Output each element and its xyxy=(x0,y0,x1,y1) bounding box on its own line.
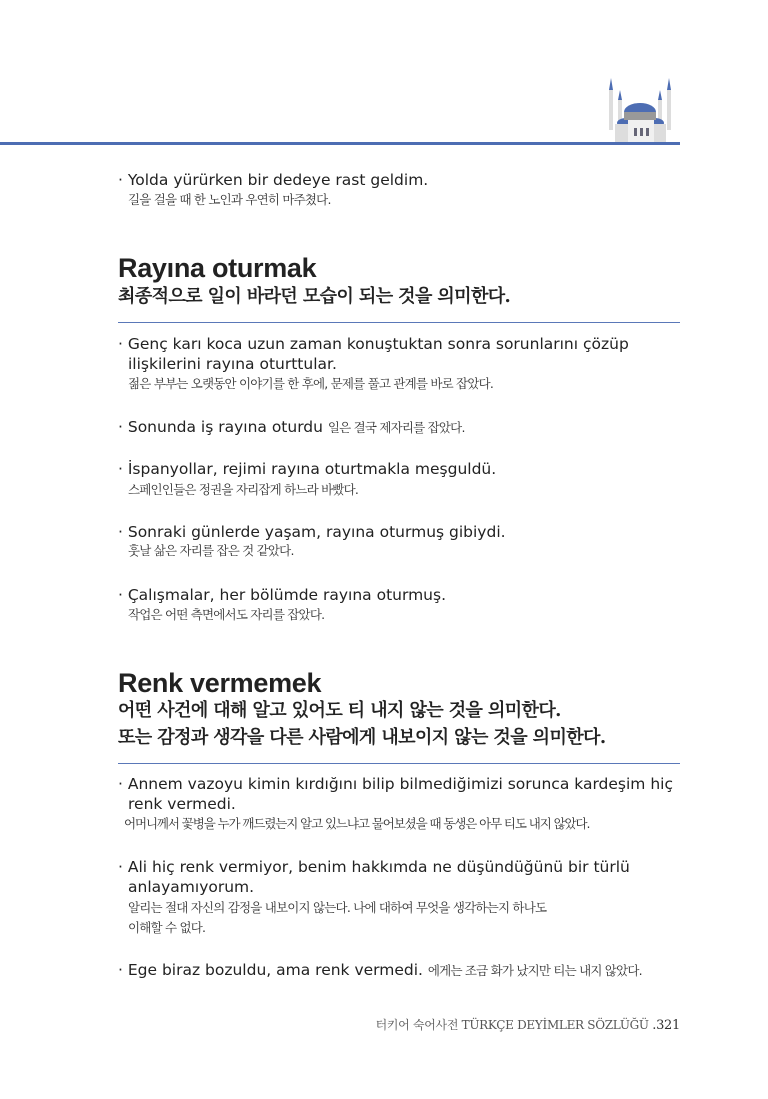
example-ko: 길을 걸을 때 한 노인과 우연히 마주쳤다. xyxy=(128,192,331,207)
example-tr xyxy=(118,960,642,981)
example-tr-cont: renk vermedi. xyxy=(128,795,236,813)
book-title: 터키어 숙어사전 TÜRKÇE DEYİMLER SÖZLÜĞÜ xyxy=(375,1018,649,1032)
example-ko: 일은 결국 제자리를 잡았다. xyxy=(327,420,465,435)
page-footer xyxy=(376,1016,680,1033)
example-tr-text: · Ege biraz bozuldu, ama renk vermedi. xyxy=(118,961,423,979)
example-ko: 젊은 부부는 오랫동안 이야기를 한 후에, 문제를 풀고 관계를 바로 잡았다. xyxy=(128,376,494,391)
example-tr xyxy=(118,417,465,438)
example-ko: 훗날 삶은 자리를 잡은 것 같았다. xyxy=(128,543,294,558)
page-number: .321 xyxy=(652,1018,680,1033)
example-tr-text: · Sonunda iş rayına oturdu xyxy=(118,418,323,436)
example-tr-cont: anlayamıyorum. xyxy=(128,878,255,896)
idiom-title: Renk vermemek xyxy=(118,668,322,698)
idiom-meaning: 어떤 사건에 대해 알고 있어도 티 내지 않는 것을 의미한다. xyxy=(118,700,561,721)
example-tr: · İspanyollar, rejimi rayına oturtmakla meşguldü. xyxy=(118,460,497,478)
example-tr: · Ali hiç renk vermiyor, benim hakkımda ne düşündüğünü bir türlü xyxy=(118,858,630,876)
example-ko: 에게는 조금 화가 났지만 티는 내지 않았다. xyxy=(427,963,642,978)
example-tr: · Genç karı koca uzun zaman konuştuktan sonra sorunlarını çözüp xyxy=(118,335,629,353)
idiom-meaning: 최종적으로 일이 바라던 모습이 되는 것을 의미한다. xyxy=(118,286,511,307)
example-ko: 스페인인들은 정권을 자리잡게 하느라 바빴다. xyxy=(128,482,359,497)
example-ko: 어머니께서 꽃병을 누가 깨드렸는지 알고 있느냐고 물어보셨을 때 동생은 아무 티도 내지 않았다. xyxy=(124,816,590,831)
example-tr: · Sonraki günlerde yaşam, rayına oturmuş gibiydi. xyxy=(118,523,506,541)
example-tr: · Çalışmalar, her bölümde rayına oturmuş. xyxy=(118,586,447,604)
example-ko-cont: 이해할 수 없다. xyxy=(128,920,206,935)
idiom-meaning: 또는 감정과 생각을 다른 사람에게 내보이지 않는 것을 의미한다. xyxy=(118,727,606,748)
example-tr: · Annem vazoyu kimin kırdığını bilip bilmediğimizi sorunca kardeşim hiç xyxy=(118,775,673,793)
divider xyxy=(118,763,680,764)
example-tr-cont: ilişkilerini rayına oturttular. xyxy=(128,355,337,373)
example-ko: 알리는 절대 자신의 감정을 내보이지 않는다. 나에 대하여 무엇을 생각하는지 하나도 xyxy=(128,900,547,915)
example-tr: · Yolda yürürken bir dedeye rast geldim. xyxy=(118,171,429,189)
header-rule xyxy=(0,142,680,145)
divider xyxy=(118,322,680,323)
mosque-icon xyxy=(598,78,682,142)
idiom-title: Rayına oturmak xyxy=(118,253,317,283)
example-ko: 작업은 어떤 측면에서도 자리를 잡았다. xyxy=(128,607,325,622)
